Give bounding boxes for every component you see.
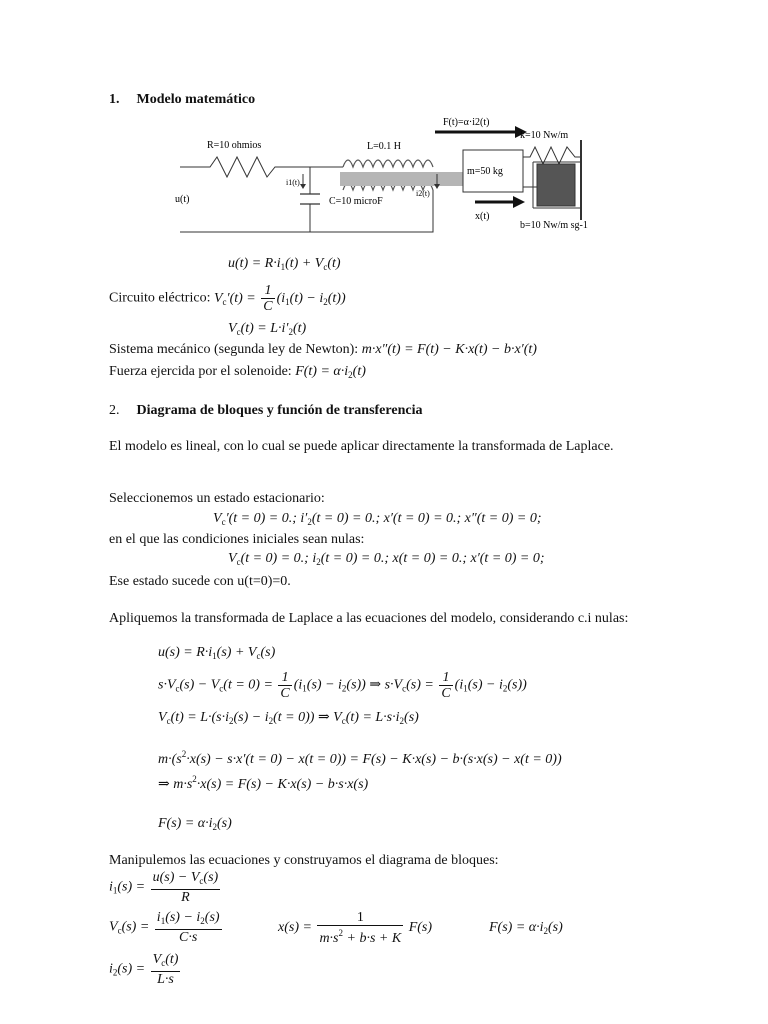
i1-label: i1(t): [286, 178, 300, 187]
eq-solenoid: Fuerza ejercida por el solenoide: $F(t) = \alpha\cdot i_2(t)$: [109, 364, 366, 380]
eq-laplace-newton: $m\cdot(s^2\cdot x(s) - s\cdot x'(t = 0) - x(t = 0)) = F(s) - K\cdot x(s) - b\cdot(s\cdot x(s) - x(t = 0))$: [158, 749, 562, 767]
eq-block-x: x(s) = $\frac{1}{m\cdot s^2 + b\cdot s + K}$ F(s): [278, 910, 433, 946]
eq-laplace-capacitor: $s\cdot V_c(s) - V_c(t = 0)$ = $\frac{1}{C}$ $(i_1(s) - i_2(s))$ ⇒ $s\cdot V_c(s)$ = $\frac{1}{C}$ $(i_1(s) - i_2(s))$: [158, 670, 527, 701]
capacitor-label: C=10 microF: [329, 196, 383, 207]
eq-stationary-derivatives: $V_c'(t = 0) = 0$.; $i'_2(t = 0) = 0$.; x′(t = 0) = 0.; x″(t = 0) = 0;: [213, 511, 542, 527]
section-2-number: 2.: [109, 403, 120, 418]
eq-laplace-force: $F(s) = \alpha\cdot i_2(s)$: [158, 816, 232, 832]
mass-label: m=50 kg: [467, 166, 503, 177]
force-label: F(t)=α·i2(t): [443, 117, 490, 128]
system-diagram: [175, 112, 605, 252]
voltage-label: u(t): [175, 194, 190, 205]
eq-laplace-inductor: $V_c(t) = L\cdot(s\cdot i_2(s) - i_2(t = 0))$ ⇒ $V_c(t) = L\cdot s\cdot i_2(s)$: [158, 710, 419, 726]
section-1-number: 1.: [109, 92, 120, 107]
eq-laplace-newton-simplified: ⇒ $m\cdot s^2\cdot x(s) = F(s) - K\cdot x(s) - b\cdot s\cdot x(s)$: [158, 774, 369, 792]
eq-block-f: $F(s) = \alpha\cdot i_2(s)$: [489, 920, 563, 936]
damper-symbol: [537, 164, 575, 206]
circuit-label: Circuito eléctrico:: [109, 290, 211, 306]
eq-voltage-balance: $u(t) = R\cdot i_1(t) + V_c(t)$: [228, 256, 341, 272]
force-text: Fuerza ejercida por el solenoide:: [109, 364, 292, 379]
section-2-heading: [109, 403, 422, 419]
paragraph-state-input: Ese estado sucede con u(t=0)=0.: [109, 574, 291, 589]
resistor-label: R=10 ohmios: [207, 140, 262, 151]
damper-label: b=10 Nw/m sg-1: [520, 220, 588, 231]
eq-laplace-voltage: $u(s) = R\cdot i_1(s) + V_c(s)$: [158, 645, 276, 661]
spring-label: k=10 Nw/m: [520, 130, 569, 141]
section-1-heading: [109, 92, 255, 108]
eq-inductor: $V_c(t) = L\cdot i'_2(t)$: [228, 321, 307, 337]
paragraph-zero-conditions: en el que las condiciones iniciales sean nulas:: [109, 532, 365, 547]
paragraph-laplace: Apliquemos la transformada de Laplace a las ecuaciones del modelo, considerando c.i nulas:: [109, 611, 629, 626]
eq-block-i2: $i_2(s)$ = $\frac{V_c(t)}{L\cdot s}$: [109, 952, 179, 987]
section-2-title: Diagrama de bloques y función de transferencia: [136, 403, 423, 418]
eq-block-vc: $V_c(s)$ = $\frac{i_1(s) - i_2(s)}{C\cdot s}$: [109, 910, 220, 945]
inductor-label: L=0.1 H: [367, 141, 401, 152]
spring-symbol: [523, 147, 580, 164]
resistor-symbol: [180, 157, 310, 177]
eq-initial-conditions: $V_c(t = 0) = 0$.; $i_2(t = 0) = 0$.; x(t = 0) = 0.; x′(t = 0) = 0;: [228, 551, 545, 567]
mechanical-label: Sistema mecánico (segunda ley de Newton):: [109, 342, 359, 357]
paragraph-linear-model: El modelo es lineal, con lo cual se puede aplicar directamente la transformada de Laplace.: [109, 439, 614, 454]
section-1-title: Modelo matemático: [136, 92, 256, 107]
displacement-arrow: [513, 196, 525, 208]
plunger-rod: [340, 172, 465, 186]
paragraph-stationary-state: Seleccionemos un estado estacionario:: [109, 491, 325, 506]
eq-block-i1: $i_1(s)$ = $\frac{u(s) - V_c(s)}{R}$: [109, 870, 219, 905]
i2-label: i2(t): [416, 189, 430, 198]
paragraph-block-diagram: Manipulemos las ecuaciones y construyamos el diagrama de bloques:: [109, 853, 499, 868]
eq-newton: Sistema mecánico (segunda ley de Newton): m·x″(t) = F(t) − K·x(t) − b·x′(t): [109, 342, 537, 357]
displacement-label: x(t): [475, 211, 490, 222]
eq-capacitor-line: Circuito eléctrico: $V_c'(t)$ = $\frac{1}{C}$ $(i_1(t) - i_2(t))$: [109, 283, 346, 314]
